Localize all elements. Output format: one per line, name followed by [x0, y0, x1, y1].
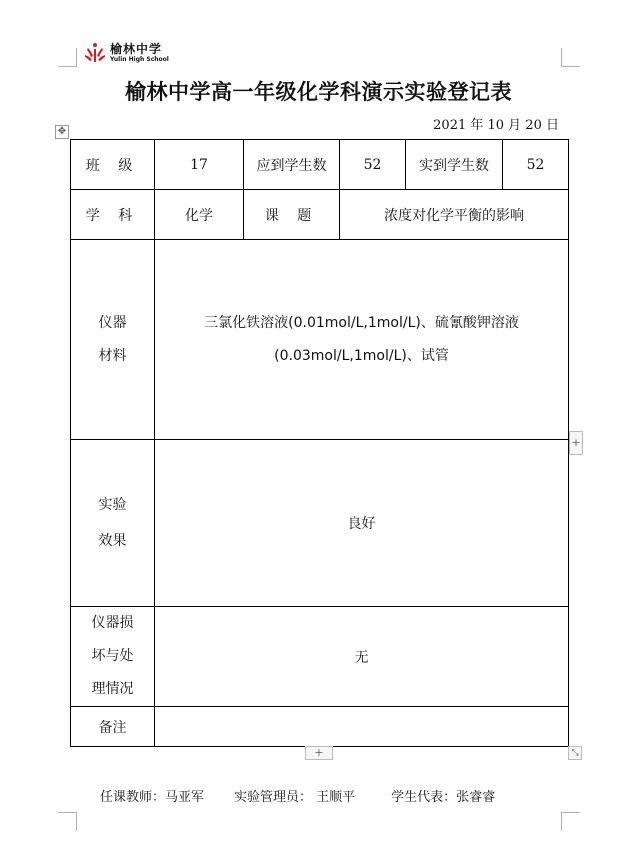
effect-value[interactable]: 良好 — [155, 440, 569, 607]
logo-english-name: Yulin High School — [110, 56, 169, 63]
add-row-button[interactable]: + — [305, 746, 333, 760]
expected-count-value[interactable]: 52 — [340, 140, 406, 190]
materials-line: 三氯化铁溶液(0.01mol/L,1mol/L)、硫氰酸钾溶液 — [204, 314, 519, 331]
school-emblem-icon — [84, 42, 106, 64]
damage-label-line: 仪器损 — [91, 615, 134, 631]
effect-label — [71, 440, 155, 607]
materials-label — [71, 240, 155, 440]
table-resize-icon[interactable]: ⤡ — [568, 746, 582, 760]
materials-value[interactable] — [155, 240, 569, 440]
school-logo — [84, 40, 169, 66]
subject-label: 学 科 — [71, 190, 155, 240]
class-label: 班 级 — [71, 140, 155, 190]
remarks-label: 备注 — [71, 707, 155, 747]
table-row — [71, 707, 569, 747]
damage-label — [71, 607, 155, 707]
expected-count-label: 应到学生数 — [244, 140, 340, 190]
damage-label-line: 理情况 — [91, 681, 134, 697]
crop-mark-top-left — [58, 48, 77, 67]
table-row — [71, 240, 569, 440]
actual-count-label: 实到学生数 — [406, 140, 503, 190]
logo-chinese-name: 榆林中学 — [110, 42, 163, 56]
topic-value[interactable]: 浓度对化学平衡的影响 — [340, 190, 569, 240]
signature-footer — [100, 786, 495, 805]
remarks-value[interactable] — [155, 707, 569, 747]
effect-label-line: 实验 — [98, 497, 127, 513]
teacher-signature: 任课教师：马亚军 — [100, 790, 205, 805]
table-row — [71, 607, 569, 707]
registration-table — [70, 139, 569, 747]
materials-line: (0.03mol/L,1mol/L)、试管 — [274, 347, 449, 364]
student-signature: 学生代表：张睿睿 — [391, 790, 496, 805]
effect-label-line: 效果 — [98, 533, 127, 549]
page-title: 榆林中学高一年级化学科演示实验登记表 — [125, 80, 512, 104]
crop-mark-bottom-right — [561, 812, 580, 831]
damage-value[interactable]: 无 — [155, 607, 569, 707]
crop-mark-top-right — [561, 48, 580, 67]
topic-label: 课 题 — [244, 190, 340, 240]
actual-count-value[interactable]: 52 — [503, 140, 569, 190]
class-value[interactable]: 17 — [155, 140, 244, 190]
damage-label-line: 坏与处 — [91, 648, 134, 664]
table-row — [71, 190, 569, 240]
subject-value[interactable]: 化学 — [155, 190, 244, 240]
materials-label-line: 仪器 — [98, 314, 127, 331]
add-column-button[interactable]: + — [569, 431, 583, 455]
date-text: 2021 年 10 月 20 日 — [433, 118, 559, 133]
manager-signature: 实验管理员： 王顺平 — [234, 790, 356, 805]
materials-label-line: 材料 — [98, 347, 127, 364]
table-row — [71, 440, 569, 607]
crop-mark-bottom-left — [58, 812, 77, 831]
table-row — [71, 140, 569, 190]
table-move-handle-icon[interactable]: ✥ — [55, 125, 69, 139]
